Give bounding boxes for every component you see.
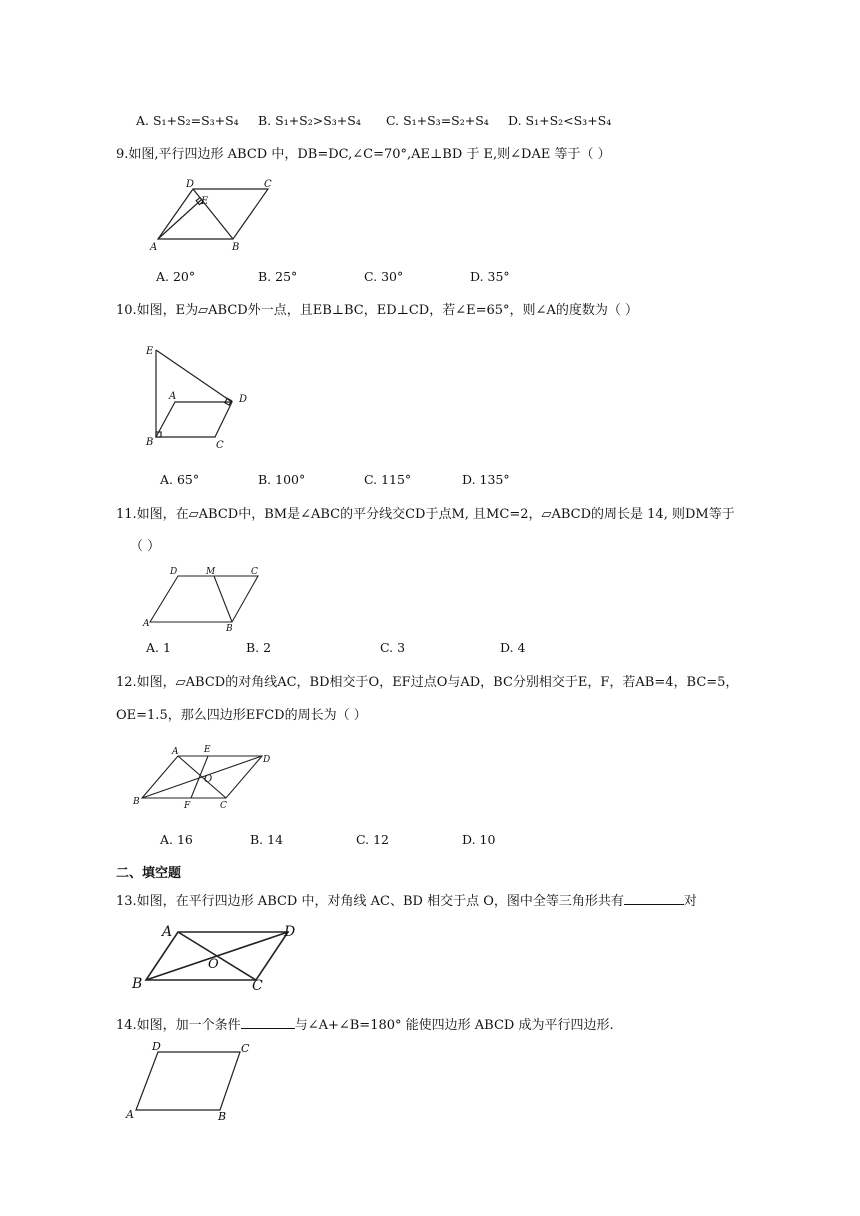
q9-figure: [148, 176, 278, 252]
q12-option-c: C. 12: [356, 832, 389, 847]
q13-label-d: D: [284, 924, 296, 940]
q10-label-c: C: [216, 440, 224, 451]
q13-stem-text: 13.如图，在平行四边形 ABCD 中，对角线 AC、BD 相交于点 O，图中全等三角形共有: [116, 894, 624, 909]
q12-label-b: B: [133, 797, 140, 807]
q14-stem: [116, 1016, 614, 1034]
q13-answer-blank[interactable]: [624, 892, 684, 905]
q11-option-b: B. 2: [246, 640, 272, 655]
q12-label-d: D: [263, 755, 271, 765]
q11-label-m: M: [206, 567, 216, 577]
q12-label-f: F: [184, 801, 191, 811]
q10-option-b: B. 100°: [258, 472, 306, 487]
q14-answer-blank[interactable]: [241, 1016, 295, 1029]
q10-label-e: E: [146, 346, 154, 357]
q12-label-a: A: [172, 747, 179, 757]
q12-stem: 12.如图，▱ABCD的对角线AC，BD相交于O，EF过点O与AD，BC分别相交于E，F，若AB=4，BC=5，: [116, 675, 739, 690]
q13-figure: [130, 918, 302, 994]
q11-figure: [142, 566, 270, 632]
q9-label-b: B: [232, 242, 240, 253]
q10-label-a: A: [169, 391, 177, 402]
q8-option-c: C. S₁+S₃=S₂+S₄: [386, 113, 489, 128]
q9-label-e: E: [201, 196, 209, 207]
q11-option-a: A. 1: [146, 640, 171, 655]
q12-option-d: D. 10: [462, 832, 496, 847]
q12-option-b: B. 14: [250, 832, 284, 847]
q10-label-d: D: [239, 394, 248, 405]
q13-label-o: O: [208, 957, 219, 972]
q10-figure: [142, 342, 248, 450]
q11-option-c: C. 3: [380, 640, 406, 655]
q11-stem: 11.如图，在▱ABCD中，BM是∠ABC的平分线交CD于点M, 且MC=2，▱ABCD的周长是 14, 则DM等于: [116, 507, 735, 522]
q13-stem-suffix: 对: [683, 894, 697, 909]
q9-option-c: C. 30°: [364, 269, 404, 284]
q9-option-d: D. 35°: [470, 269, 510, 284]
q9-label-c: C: [264, 179, 272, 190]
q9-stem: 9.如图,平行四边形 ABCD 中，DB=DC,∠C=70°,AE⊥BD 于 E,则∠DAE 等于（ ）: [116, 147, 611, 162]
q12-figure: [130, 742, 276, 810]
q14-label-a: A: [126, 1108, 134, 1121]
q12-label-c: C: [220, 801, 227, 811]
q14-figure: [124, 1040, 254, 1123]
q14-label-d: D: [152, 1040, 161, 1053]
section-heading: 二、填空题: [116, 866, 182, 881]
q10-stem: 10.如图，E为▱ABCD外一点，且EB⊥BC，ED⊥CD，若∠E=65°，则∠A的度数为（ ）: [116, 303, 638, 318]
q8-option-a: A. S₁+S₂=S₃+S₄: [136, 113, 239, 128]
q10-label-b: B: [146, 437, 154, 448]
q14-stem-text: 14.如图，加一个条件: [116, 1018, 241, 1033]
q13-label-a: A: [162, 924, 173, 940]
q11-option-d: D. 4: [500, 640, 526, 655]
q10-option-d: D. 135°: [462, 472, 510, 487]
q11-label-d: D: [170, 567, 178, 577]
q13-label-b: B: [132, 976, 143, 992]
q9-label-a: A: [150, 242, 158, 253]
q12-label-e: E: [204, 745, 211, 755]
q11-label-c: C: [251, 567, 258, 577]
q11-label-a: A: [143, 619, 150, 629]
q8-option-d: D. S₁+S₂<S₃+S₄: [508, 113, 612, 128]
q10-option-c: C. 115°: [364, 472, 412, 487]
q14-stem-suffix: 与∠A+∠B=180° 能使四边形 ABCD 成为平行四边形.: [294, 1018, 614, 1033]
q11-label-b: B: [226, 624, 233, 634]
q14-label-b: B: [218, 1110, 227, 1123]
q11-stem-continued: （ ）: [130, 539, 161, 554]
q13-stem: [116, 892, 697, 910]
q9-label-d: D: [186, 179, 195, 190]
q12-stem-continued: OE=1.5，那么四边形EFCD的周长为（ ）: [116, 708, 367, 723]
q13-label-c: C: [252, 978, 263, 994]
q12-label-o: O: [204, 774, 213, 785]
q12-option-a: A. 16: [160, 832, 193, 847]
q9-option-b: B. 25°: [258, 269, 298, 284]
q9-option-a: A. 20°: [156, 269, 196, 284]
q8-option-b: B. S₁+S₂>S₃+S₄: [258, 113, 361, 128]
q14-label-c: C: [241, 1042, 250, 1055]
q10-option-a: A. 65°: [160, 472, 200, 487]
